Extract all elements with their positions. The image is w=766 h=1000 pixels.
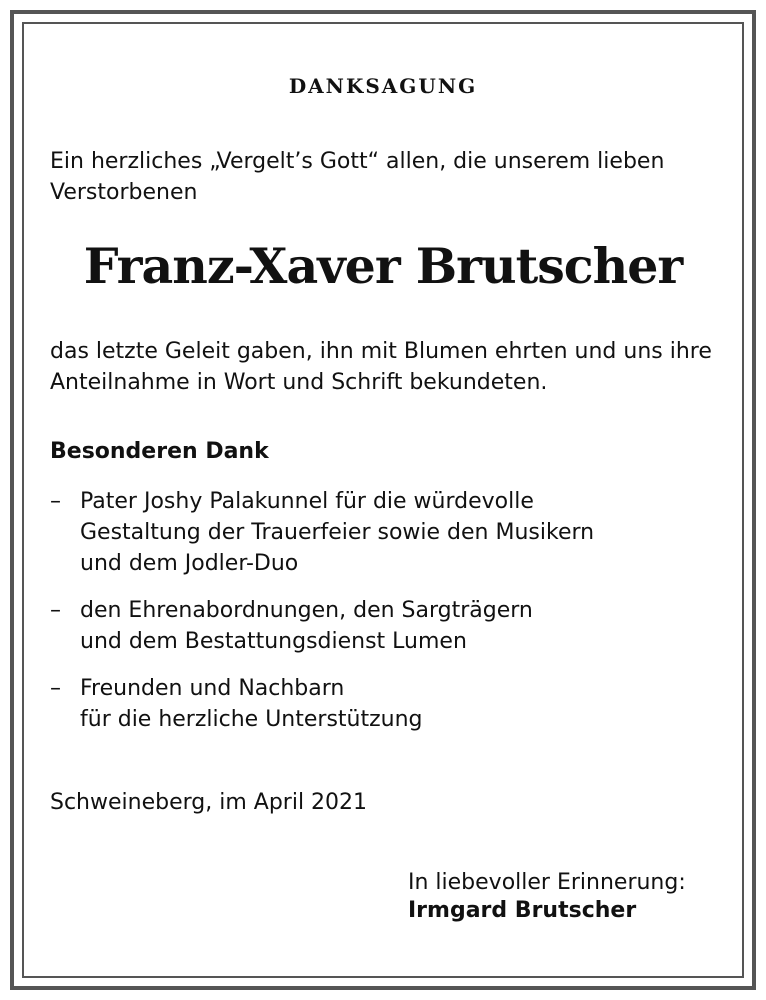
intro-text: Ein herzliches „Vergelt’s Gott“ allen, die unserem lieben Verstorbenen	[50, 149, 665, 205]
list-item	[50, 486, 730, 579]
signer-name: Irmgard Brutscher	[408, 898, 637, 923]
list-line: Freunden und Nachbarn	[80, 676, 345, 701]
deceased-name: Franz-Xaver Brutscher	[83, 237, 683, 295]
list-line: Pater Joshy Palakunnel für die würdevolle	[80, 489, 534, 514]
list-line: und dem Jodler-Duo	[80, 551, 299, 576]
place-date: Schweineberg, im April 2021	[50, 790, 368, 815]
list-line: Gestaltung der Trauerfeier sowie den Musikern	[80, 520, 595, 545]
thanks-text: das letzte Geleit gaben, ihn mit Blumen ehrten und uns ihre Anteilnahme in Wort und Schrift bekundeten.	[50, 339, 712, 395]
special-thanks-list	[50, 486, 730, 751]
list-line: für die herzliche Unterstützung	[80, 707, 423, 732]
dash-bullet: –	[50, 676, 61, 701]
dash-bullet: –	[50, 598, 61, 623]
signoff: In liebevoller Erinnerung:	[408, 870, 686, 895]
list-item	[50, 595, 730, 657]
special-thanks-heading: Besonderen Dank	[50, 439, 269, 464]
list-line: den Ehrenabordnungen, den Sargträgern	[80, 598, 533, 623]
notice-heading: DANKSAGUNG	[288, 74, 478, 98]
list-line: und dem Bestattungsdienst Lumen	[80, 629, 467, 654]
list-item	[50, 673, 730, 735]
dash-bullet: –	[50, 489, 61, 514]
